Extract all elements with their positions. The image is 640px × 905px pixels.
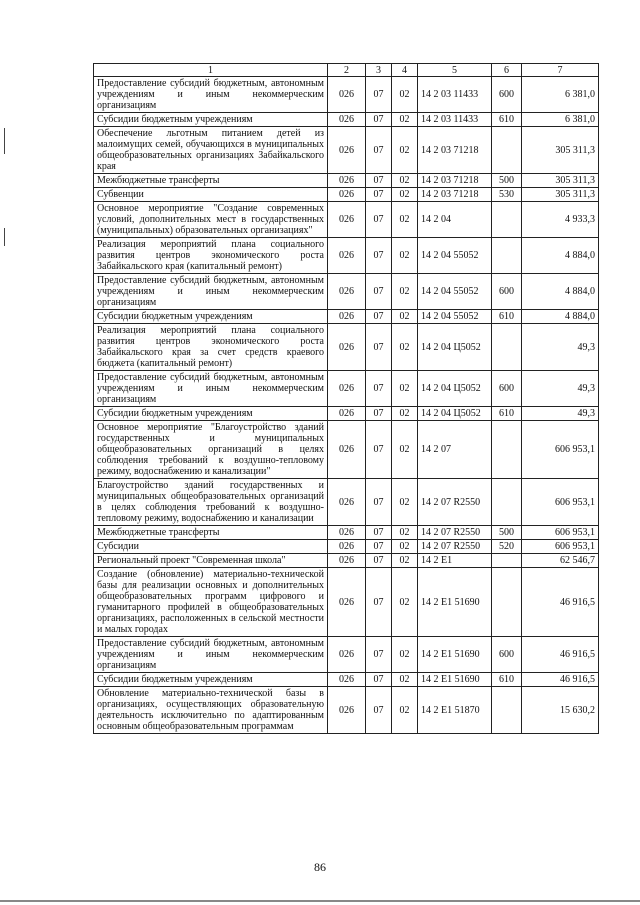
cell-target-article: 14 2 04 55052 xyxy=(418,310,492,324)
header-col-1: 1 xyxy=(94,64,328,77)
cell-name: Предоставление субсидий бюджетным, автономным учреждениям и иным некоммерческим организациям xyxy=(94,371,328,407)
table-row xyxy=(94,371,599,407)
cell-amount: 15 630,2 xyxy=(522,687,599,734)
cell-subsection: 02 xyxy=(392,407,418,421)
cell-target-article: 14 2 04 xyxy=(418,202,492,238)
cell-target-article: 14 2 E1 51870 xyxy=(418,687,492,734)
cell-target-article: 14 2 03 71218 xyxy=(418,188,492,202)
cell-expense-type xyxy=(492,127,522,174)
cell-name: Реализация мероприятий плана социального развития центров экономического роста Забайкальского края за счет средств краевого бюджета (капитальный ремонт) xyxy=(94,324,328,371)
cell-amount: 606 953,1 xyxy=(522,421,599,479)
table-row xyxy=(94,421,599,479)
cell-section: 07 xyxy=(366,238,392,274)
cell-subsection: 02 xyxy=(392,568,418,637)
cell-ministry-code: 026 xyxy=(328,202,366,238)
cell-ministry-code: 026 xyxy=(328,687,366,734)
cell-section: 07 xyxy=(366,274,392,310)
cell-subsection: 02 xyxy=(392,687,418,734)
cell-amount: 606 953,1 xyxy=(522,540,599,554)
header-col-5: 5 xyxy=(418,64,492,77)
cell-target-article: 14 2 07 xyxy=(418,421,492,479)
cell-ministry-code: 026 xyxy=(328,113,366,127)
cell-section: 07 xyxy=(366,526,392,540)
scan-mark-bottom xyxy=(0,900,640,902)
cell-expense-type: 600 xyxy=(492,637,522,673)
cell-amount: 305 311,3 xyxy=(522,188,599,202)
cell-ministry-code: 026 xyxy=(328,554,366,568)
cell-section: 07 xyxy=(366,479,392,526)
cell-ministry-code: 026 xyxy=(328,371,366,407)
cell-target-article: 14 2 E1 xyxy=(418,554,492,568)
table-header-row xyxy=(94,64,599,77)
cell-ministry-code: 026 xyxy=(328,637,366,673)
cell-ministry-code: 026 xyxy=(328,407,366,421)
table-row xyxy=(94,77,599,113)
cell-subsection: 02 xyxy=(392,324,418,371)
cell-target-article: 14 2 04 55052 xyxy=(418,274,492,310)
cell-ministry-code: 026 xyxy=(328,324,366,371)
table-row xyxy=(94,324,599,371)
cell-name: Предоставление субсидий бюджетным, автономным учреждениям и иным некоммерческим организациям xyxy=(94,274,328,310)
cell-expense-type: 500 xyxy=(492,526,522,540)
cell-amount: 49,3 xyxy=(522,407,599,421)
cell-subsection: 02 xyxy=(392,77,418,113)
cell-target-article: 14 2 03 71218 xyxy=(418,127,492,174)
cell-subsection: 02 xyxy=(392,174,418,188)
cell-subsection: 02 xyxy=(392,238,418,274)
cell-name: Субвенции xyxy=(94,188,328,202)
table-body xyxy=(94,77,599,734)
cell-name: Обновление материально-технической базы в организациях, осуществляющих образовательную деятельность исключительно по адаптированным основным общеобразовательным программам xyxy=(94,687,328,734)
cell-expense-type xyxy=(492,479,522,526)
cell-subsection: 02 xyxy=(392,371,418,407)
cell-section: 07 xyxy=(366,324,392,371)
cell-section: 07 xyxy=(366,421,392,479)
cell-name: Субсидии бюджетным учреждениям xyxy=(94,407,328,421)
cell-amount: 49,3 xyxy=(522,324,599,371)
table-row xyxy=(94,310,599,324)
cell-expense-type: 600 xyxy=(492,371,522,407)
cell-name: Субсидии бюджетным учреждениям xyxy=(94,113,328,127)
cell-name: Межбюджетные трансферты xyxy=(94,174,328,188)
cell-amount: 4 884,0 xyxy=(522,238,599,274)
cell-subsection: 02 xyxy=(392,421,418,479)
cell-target-article: 14 2 04 55052 xyxy=(418,238,492,274)
cell-amount: 305 311,3 xyxy=(522,174,599,188)
cell-amount: 46 916,5 xyxy=(522,568,599,637)
cell-subsection: 02 xyxy=(392,540,418,554)
cell-section: 07 xyxy=(366,310,392,324)
cell-subsection: 02 xyxy=(392,113,418,127)
cell-expense-type xyxy=(492,324,522,371)
cell-expense-type: 520 xyxy=(492,540,522,554)
cell-expense-type xyxy=(492,238,522,274)
cell-section: 07 xyxy=(366,687,392,734)
cell-target-article: 14 2 03 71218 xyxy=(418,174,492,188)
table-row xyxy=(94,174,599,188)
cell-name: Реализация мероприятий плана социального развития центров экономического роста Забайкальского края (капитальный ремонт) xyxy=(94,238,328,274)
cell-ministry-code: 026 xyxy=(328,188,366,202)
cell-expense-type: 610 xyxy=(492,673,522,687)
cell-name: Основное мероприятие "Благоустройство зданий государственных и муниципальных общеобразовательных организаций в целях соблюдения требований к воздушно-тепловому режиму, водоснабжению и канализации" xyxy=(94,421,328,479)
cell-expense-type: 610 xyxy=(492,310,522,324)
cell-amount: 305 311,3 xyxy=(522,127,599,174)
cell-expense-type xyxy=(492,554,522,568)
cell-amount: 4 884,0 xyxy=(522,274,599,310)
header-col-6: 6 xyxy=(492,64,522,77)
cell-amount: 606 953,1 xyxy=(522,526,599,540)
cell-target-article: 14 2 04 Ц5052 xyxy=(418,371,492,407)
cell-subsection: 02 xyxy=(392,274,418,310)
cell-subsection: 02 xyxy=(392,202,418,238)
cell-target-article: 14 2 03 11433 xyxy=(418,77,492,113)
table-row xyxy=(94,127,599,174)
cell-section: 07 xyxy=(366,637,392,673)
cell-section: 07 xyxy=(366,202,392,238)
cell-amount: 46 916,5 xyxy=(522,637,599,673)
cell-expense-type xyxy=(492,568,522,637)
cell-amount: 6 381,0 xyxy=(522,77,599,113)
cell-section: 07 xyxy=(366,407,392,421)
cell-ministry-code: 026 xyxy=(328,310,366,324)
cell-ministry-code: 026 xyxy=(328,174,366,188)
cell-ministry-code: 026 xyxy=(328,238,366,274)
cell-subsection: 02 xyxy=(392,127,418,174)
cell-target-article: 14 2 E1 51690 xyxy=(418,568,492,637)
page-number: 86 xyxy=(314,860,326,874)
cell-expense-type: 600 xyxy=(492,274,522,310)
cell-subsection: 02 xyxy=(392,637,418,673)
table-row xyxy=(94,568,599,637)
cell-name: Субсидии xyxy=(94,540,328,554)
table-row xyxy=(94,554,599,568)
cell-expense-type xyxy=(492,421,522,479)
cell-expense-type: 530 xyxy=(492,188,522,202)
cell-amount: 6 381,0 xyxy=(522,113,599,127)
cell-expense-type: 500 xyxy=(492,174,522,188)
cell-ministry-code: 026 xyxy=(328,568,366,637)
table-row xyxy=(94,687,599,734)
table-row xyxy=(94,113,599,127)
table-row xyxy=(94,540,599,554)
cell-target-article: 14 2 07 R2550 xyxy=(418,540,492,554)
cell-section: 07 xyxy=(366,673,392,687)
table-row xyxy=(94,202,599,238)
cell-amount: 4 884,0 xyxy=(522,310,599,324)
cell-target-article: 14 2 07 R2550 xyxy=(418,526,492,540)
header-col-4: 4 xyxy=(392,64,418,77)
cell-section: 07 xyxy=(366,371,392,407)
cell-expense-type xyxy=(492,202,522,238)
table-row xyxy=(94,526,599,540)
cell-name: Предоставление субсидий бюджетным, автономным учреждениям и иным некоммерческим организациям xyxy=(94,637,328,673)
cell-section: 07 xyxy=(366,77,392,113)
cell-section: 07 xyxy=(366,113,392,127)
cell-subsection: 02 xyxy=(392,554,418,568)
cell-name: Создание (обновление) материально-технической базы для реализации основных и дополнительных общеобразовательных программ цифрового и гуманитарного профилей в общеобразовательных организациях, расположенных в сельской местности и малых городах xyxy=(94,568,328,637)
cell-name: Обеспечение льготным питанием детей из малоимущих семей, обучающихся в муниципальных общеобразовательных организациях Забайкальского края xyxy=(94,127,328,174)
cell-target-article: 14 2 E1 51690 xyxy=(418,637,492,673)
cell-name: Субсидии бюджетным учреждениям xyxy=(94,310,328,324)
cell-target-article: 14 2 04 Ц5052 xyxy=(418,324,492,371)
cell-name: Субсидии бюджетным учреждениям xyxy=(94,673,328,687)
cell-ministry-code: 026 xyxy=(328,673,366,687)
cell-expense-type xyxy=(492,687,522,734)
cell-ministry-code: 026 xyxy=(328,421,366,479)
cell-name: Региональный проект "Современная школа" xyxy=(94,554,328,568)
cell-subsection: 02 xyxy=(392,526,418,540)
scan-mark-left xyxy=(4,128,5,154)
cell-ministry-code: 026 xyxy=(328,274,366,310)
cell-expense-type: 610 xyxy=(492,113,522,127)
table-row xyxy=(94,673,599,687)
cell-target-article: 14 2 04 Ц5052 xyxy=(418,407,492,421)
cell-subsection: 02 xyxy=(392,673,418,687)
table-row xyxy=(94,637,599,673)
cell-target-article: 14 2 03 11433 xyxy=(418,113,492,127)
cell-section: 07 xyxy=(366,174,392,188)
cell-amount: 62 546,7 xyxy=(522,554,599,568)
cell-name: Основное мероприятие "Создание современных условий, дополнительных мест в государственных (муниципальных) образовательных организациях" xyxy=(94,202,328,238)
budget-table xyxy=(93,63,599,734)
cell-ministry-code: 026 xyxy=(328,77,366,113)
cell-target-article: 14 2 07 R2550 xyxy=(418,479,492,526)
header-col-7: 7 xyxy=(522,64,599,77)
cell-amount: 49,3 xyxy=(522,371,599,407)
table-row xyxy=(94,238,599,274)
cell-section: 07 xyxy=(366,188,392,202)
cell-amount: 46 916,5 xyxy=(522,673,599,687)
header-col-3: 3 xyxy=(366,64,392,77)
cell-expense-type: 610 xyxy=(492,407,522,421)
cell-ministry-code: 026 xyxy=(328,479,366,526)
cell-subsection: 02 xyxy=(392,479,418,526)
cell-subsection: 02 xyxy=(392,310,418,324)
scan-mark-left-lower xyxy=(4,228,5,246)
cell-expense-type: 600 xyxy=(492,77,522,113)
table-row xyxy=(94,274,599,310)
table-row xyxy=(94,407,599,421)
cell-ministry-code: 026 xyxy=(328,526,366,540)
cell-ministry-code: 026 xyxy=(328,540,366,554)
cell-amount: 606 953,1 xyxy=(522,479,599,526)
table-row xyxy=(94,479,599,526)
cell-section: 07 xyxy=(366,554,392,568)
header-col-2: 2 xyxy=(328,64,366,77)
cell-section: 07 xyxy=(366,540,392,554)
cell-name: Предоставление субсидий бюджетным, автономным учреждениям и иным некоммерческим организациям xyxy=(94,77,328,113)
cell-amount: 4 933,3 xyxy=(522,202,599,238)
cell-section: 07 xyxy=(366,568,392,637)
cell-name: Благоустройство зданий государственных и муниципальных общеобразовательных организаций в целях соблюдения требований к воздушно-тепловому режиму, водоснабжению и канализации xyxy=(94,479,328,526)
cell-subsection: 02 xyxy=(392,188,418,202)
cell-target-article: 14 2 E1 51690 xyxy=(418,673,492,687)
cell-section: 07 xyxy=(366,127,392,174)
table-row xyxy=(94,188,599,202)
cell-ministry-code: 026 xyxy=(328,127,366,174)
cell-name: Межбюджетные трансферты xyxy=(94,526,328,540)
